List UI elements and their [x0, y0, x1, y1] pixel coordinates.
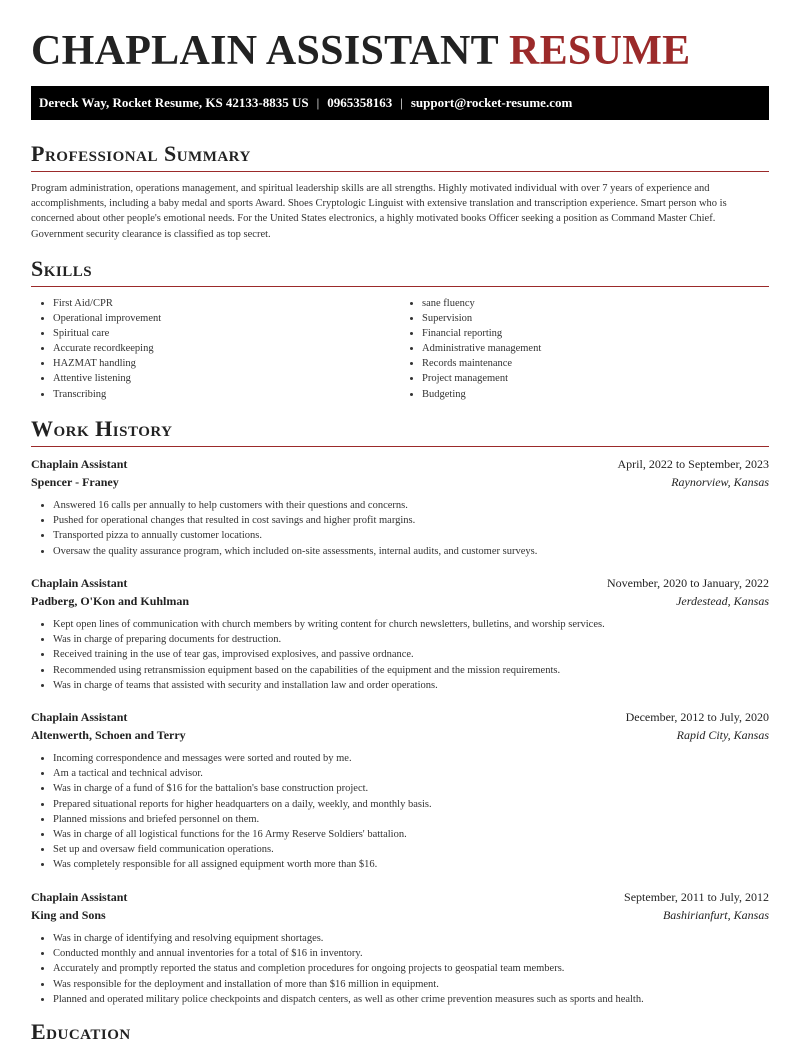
job-bullet: • Prepared situational reports for higher headquarters on a daily, weekly, and monthly basis. — [53, 797, 769, 812]
skill-item: • Administrative management — [422, 341, 769, 356]
skill-item: • Attentive listening — [53, 371, 400, 386]
job-location: Bashirianfurt, Kansas — [662, 908, 769, 922]
skill-item: • Accurate recordkeeping — [53, 341, 400, 356]
skill-item: • Supervision — [422, 311, 769, 326]
job-bullet: • Pushed for operational changes that resulted in cost savings and higher profit margins. — [53, 513, 769, 528]
job-bullet: • Was in charge of identifying and resolving equipment shortages. — [53, 931, 769, 946]
skill-item: • Records maintenance — [422, 356, 769, 371]
job-bullet: • Incoming correspondence and messages were sorted and routed by me. — [53, 751, 769, 766]
skills-heading: Skills — [31, 256, 769, 287]
education-heading: Education — [31, 1019, 131, 1044]
resume-title — [31, 28, 690, 74]
job-bullet: • Was in charge of all logistical functions for the 16 Army Reserve Soldiers' battalion. — [53, 827, 769, 842]
job-bullets — [31, 931, 769, 1007]
job-bullet: • Am a tactical and technical advisor. — [53, 766, 769, 781]
job-bullet: • Kept open lines of communication with church members by writing content for church newsletters, bulletins, and worship services. — [53, 617, 769, 632]
job-bullets — [31, 751, 769, 873]
contact-separator: | — [400, 95, 403, 110]
job-dates: April, 2022 to September, 2023 — [617, 457, 769, 471]
skills-list — [31, 296, 769, 402]
job-entry — [31, 889, 769, 1007]
job-bullet: • Conducted monthly and annual inventories for a total of $16 in inventory. — [53, 946, 769, 961]
job-title: Chaplain Assistant — [31, 457, 128, 471]
skill-item: • sane fluency — [422, 296, 769, 311]
skill-item: • HAZMAT handling — [53, 356, 400, 371]
job-title: Chaplain Assistant — [31, 890, 128, 904]
job-location: Rapid City, Kansas — [676, 728, 769, 742]
job-dates: September, 2011 to July, 2012 — [624, 890, 769, 904]
job-company: King and Sons — [31, 908, 106, 922]
summary-heading: Professional Summary — [31, 141, 769, 172]
skill-item: • Spiritual care — [53, 326, 400, 341]
contact-email: support@rocket-resume.com — [410, 95, 573, 110]
job-company: Spencer - Franey — [31, 475, 119, 489]
job-bullet: • Accurately and promptly reported the status and completion procedures for ongoing projects to geospatial team members. — [53, 961, 769, 976]
skill-item: • Operational improvement — [53, 311, 400, 326]
contact-separator: | — [316, 95, 320, 110]
job-bullet: • Was in charge of preparing documents for destruction. — [53, 632, 769, 647]
skill-item: • First Aid/CPR — [53, 296, 400, 311]
job-title: Chaplain Assistant — [31, 576, 128, 590]
job-bullet: • Set up and oversaw field communication operations. — [53, 842, 769, 857]
job-bullet: • Was in charge of teams that assisted with security and installation law and order operations. — [53, 678, 769, 693]
title-main: CHAPLAIN ASSISTANT — [31, 28, 499, 74]
job-bullet: • Oversaw the quality assurance program, which included on-site assessments, internal audits, and customer surveys. — [53, 544, 769, 559]
job-location: Jerdestead, Kansas — [676, 594, 769, 608]
job-bullet: • Transported pizza to annually customer locations. — [53, 528, 769, 543]
job-bullets — [31, 617, 769, 693]
job-dates: December, 2012 to July, 2020 — [625, 710, 769, 724]
job-location: Raynorview, Kansas — [671, 475, 769, 489]
job-bullet: • Received training in the use of tear gas, improvised explosives, and passive ordnance. — [53, 647, 769, 662]
skills-column-left — [31, 296, 400, 402]
job-bullet: • Was completely responsible for all assigned equipment worth more than $16. — [53, 857, 769, 872]
contact-phone: 0965358163 — [327, 95, 393, 110]
job-bullet: • Was responsible for the deployment and installation of more than $16 million in equipment. — [53, 977, 769, 992]
job-bullet: • Planned missions and briefed personnel on them. — [53, 812, 769, 827]
title-accent: RESUME — [508, 28, 691, 74]
job-bullet: • Planned and operated military police checkpoints and dispatch centers, as well as other crime prevention measures such as sports and health. — [53, 992, 769, 1007]
contact-bar — [31, 86, 769, 120]
skill-item: • Financial reporting — [422, 326, 769, 341]
skill-item: • Project management — [422, 371, 769, 386]
work-history-heading: Work History — [31, 416, 769, 447]
job-company: Altenwerth, Schoen and Terry — [31, 728, 186, 742]
skill-item: • Budgeting — [422, 387, 769, 402]
skill-item: • Transcribing — [53, 387, 400, 402]
summary-text: Program administration, operations management, and spiritual leadership skills are all strengths. Highly motivated individual with over 7 years of experience and accomplishments, including a baby medal and sports Award. Shoes Cryptologic Linguist with extensive translation and transcription experience. Smart person who is concerned about other people's emotional needs. For the United States electronics, a highly motivated books Officer seeking a position as Command Master Chief. Government security clearance is classified as top secret. — [31, 183, 727, 240]
job-entry — [31, 456, 769, 559]
job-company: Padberg, O'Kon and Kuhlman — [31, 594, 190, 608]
job-dates: November, 2020 to January, 2022 — [606, 576, 769, 590]
job-entry — [31, 575, 769, 693]
job-entry — [31, 709, 769, 873]
job-bullet: • Answered 16 calls per annually to help customers with their questions and concerns. — [53, 498, 769, 513]
contact-address: Dereck Way, Rocket Resume, KS 42133-8835 US — [39, 95, 309, 110]
job-bullet: • Was in charge of a fund of $16 for the battalion's base construction project. — [53, 781, 769, 796]
job-bullets — [31, 498, 769, 559]
job-title: Chaplain Assistant — [31, 710, 128, 724]
skills-column-right — [400, 296, 769, 402]
job-bullet: • Recommended using retransmission equipment based on the capabilities of the equipment and the mission requirements. — [53, 663, 769, 678]
